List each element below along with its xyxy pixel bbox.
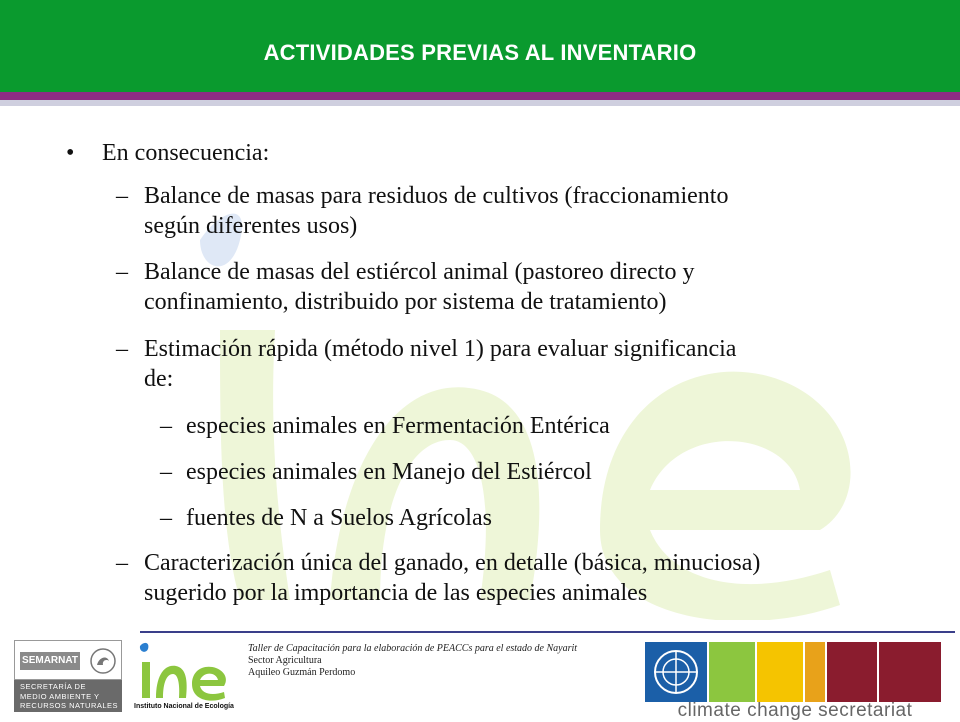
ccs-maroon-block (827, 642, 877, 702)
dash-marker: – (116, 183, 128, 209)
item-line: Caracterización única del ganado, en detalle (básica, minuciosa) (144, 550, 761, 576)
dash-marker: – (116, 550, 128, 576)
semarnat-sub-line: MEDIO AMBIENTE Y (20, 691, 100, 701)
ccs-wordmark: climate change secretariat (677, 700, 913, 721)
semarnat-subtitle (20, 682, 120, 711)
ccs-orange-block (805, 642, 825, 702)
un-emblem-icon (645, 642, 707, 702)
author-name: Aquileo Guzmán Perdomo (248, 667, 356, 678)
item-line: Balance de masas para residuos de cultivos (fraccionamiento (144, 183, 729, 209)
dash-marker: – (116, 336, 128, 362)
slide-title: ACTIVIDADES PREVIAS AL INVENTARIO (263, 40, 697, 65)
dash-marker: – (160, 413, 172, 439)
semarnat-sub-line: SECRETARÍA DE (20, 682, 86, 691)
item-line: Balance de masas del estiércol animal (pastoreo directo y (144, 259, 695, 285)
semarnat-name: SEMARNAT (20, 652, 80, 670)
bullet-marker: • (66, 140, 75, 166)
footer-credits (248, 643, 577, 679)
ine-caption: Instituto Nacional de Ecología (134, 703, 234, 710)
dash-marker: – (160, 505, 172, 531)
item-line: Estimación rápida (método nivel 1) para evaluar significancia (144, 336, 737, 362)
ccs-green-block (709, 642, 755, 702)
dash-marker: – (160, 459, 172, 485)
climate-change-secretariat-logo (645, 642, 945, 720)
subitem-line: especies animales en Manejo del Estiércol (186, 459, 592, 485)
dash-marker: – (116, 259, 128, 285)
item-line: de: (144, 366, 174, 392)
semarnat-sub-line: RECURSOS NATURALES (20, 701, 119, 710)
workshop-title: Taller de Capacitación para la elaboración de PEACCs para el estado de Nayarit (248, 643, 578, 654)
ccs-yellow-block (757, 642, 803, 702)
item-line: según diferentes usos) (144, 213, 358, 239)
semarnat-header (14, 640, 122, 680)
footer-divider (140, 631, 955, 633)
item-line: confinamiento, distribuido por sistema de tratamiento) (144, 289, 667, 315)
lead-text: En consecuencia: (102, 140, 270, 166)
semarnat-logo (14, 640, 122, 712)
subitem-line: especies animales en Fermentación Entérica (186, 413, 610, 439)
sector-label: Sector Agricultura (248, 655, 322, 666)
eagle-seal-icon (89, 647, 117, 675)
subitem-line: fuentes de N a Suelos Agrícolas (186, 505, 492, 531)
ccs-maroon-block-2 (879, 642, 941, 702)
item-line: sugerido por la importancia de las especies animales (144, 580, 648, 606)
